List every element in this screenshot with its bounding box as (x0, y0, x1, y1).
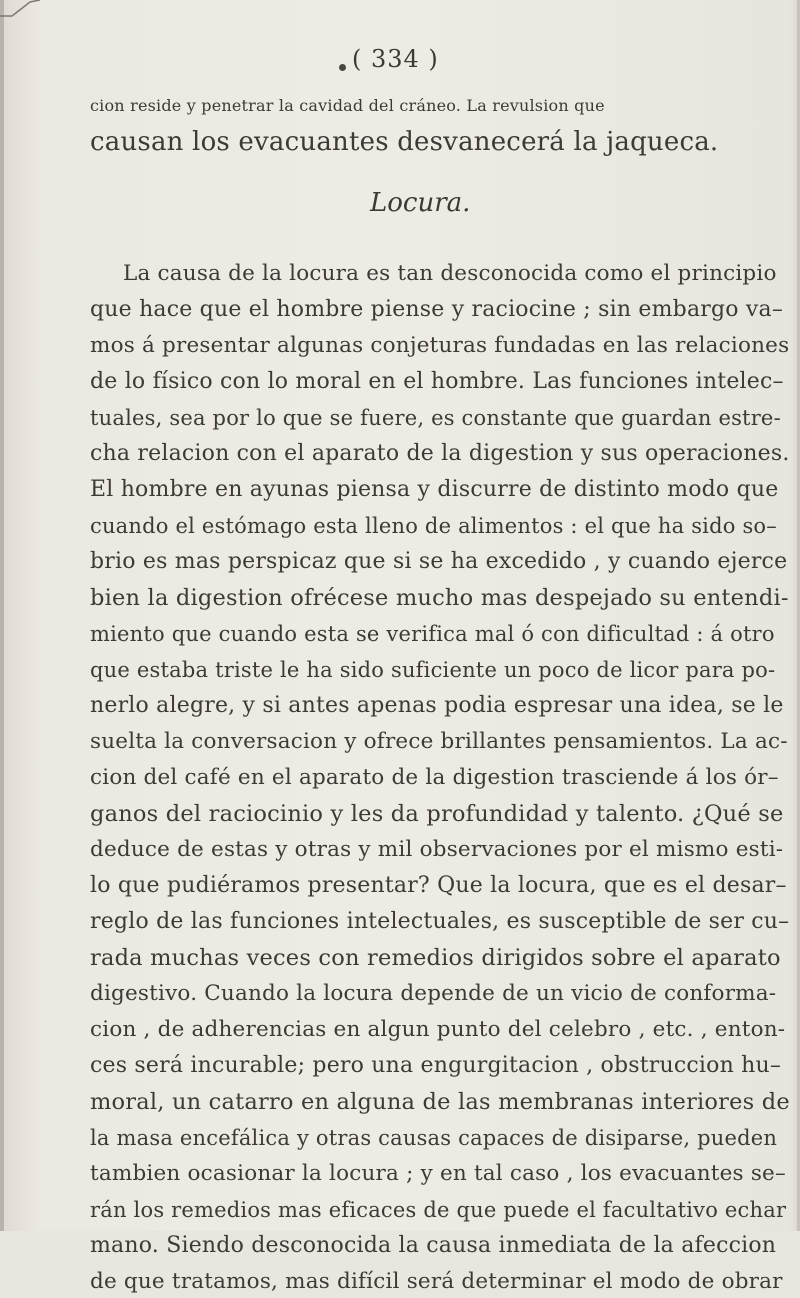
body-line: cuando el estómago esta lleno de alimentos : el que ha sido so– (90, 514, 777, 538)
body-line: rada muchas veces con remedios dirigidos sobre el aparato (90, 945, 781, 971)
body-line: rán los remedios mas eficaces de que puede el facultativo echar (90, 1198, 787, 1222)
body-line: El hombre en ayunas piensa y discurre de distinto modo que (90, 477, 779, 502)
body-line: que hace que el hombre piense y raciocine ; sin embargo va– (90, 297, 784, 322)
body-line: tuales, sea por lo que se fuere, es constante que guardan estre- (90, 406, 781, 430)
body-line: suelta la conversacion y ofrece brillantes pensamientos. La ac- (90, 729, 788, 754)
page-left-edge (0, 0, 4, 1231)
body-line: digestivo. Cuando la locura depende de un vicio de conforma- (90, 981, 777, 1006)
body-line: cion del café en el aparato de la digestion trasciende á los ór– (90, 765, 779, 790)
intro-line: causan los evacuantes desvanecerá la jaqueca. (90, 127, 719, 157)
page-number: ( 334 ) (352, 45, 439, 73)
body-line: mos á presentar algunas conjeturas fundadas en las relaciones (90, 333, 790, 358)
body-line: mano. Siendo desconocida la causa inmediata de la afeccion (90, 1233, 777, 1258)
ink-dot (339, 64, 346, 71)
body-line: lo que pudiéramos presentar? Que la locura, que es el desar– (90, 873, 787, 898)
body-line: ganos del raciocinio y les da profundidad y talento. ¿Qué se (90, 801, 784, 827)
body-line: tambien ocasionar la locura ; y en tal caso , los evacuantes se– (90, 1161, 786, 1186)
body-line: la masa encefálica y otras causas capaces de disiparse, pueden (90, 1126, 778, 1150)
body-line: de lo físico con lo moral en el hombre. Las funciones intelec– (90, 369, 784, 394)
intro-line: cion reside y penetrar la cavidad del cráneo. La revulsion que (90, 96, 605, 115)
body-line: nerlo alegre, y si antes apenas podia espresar una idea, se le (90, 693, 784, 718)
body-line: deduce de estas y otras y mil observaciones por el mismo esti- (90, 837, 784, 862)
body-line: brio es mas perspicaz que si se ha excedido , y cuando ejerce (90, 549, 788, 574)
body-line: que estaba triste le ha sido suficiente un poco de licor para po- (90, 658, 776, 682)
body-line: reglo de las funciones intelectuales, es susceptible de ser cu– (90, 909, 790, 934)
body-line: La causa de la locura es tan desconocida como el principio (123, 261, 777, 286)
body-line: cion , de adherencias en algun punto del celebro , etc. , enton- (90, 1017, 786, 1042)
section-heading: Locura. (370, 188, 471, 218)
body-line: moral, un catarro en alguna de las membranas interiores de (90, 1089, 790, 1115)
body-line: cha relacion con el aparato de la digestion y sus operaciones. (90, 441, 790, 466)
corner-fold-mark (0, 0, 40, 18)
body-line: miento que cuando esta se verifica mal ó con dificultad : á otro (90, 622, 775, 646)
body-line: de que tratamos, mas difícil será determinar el modo de obrar (90, 1269, 783, 1294)
body-line: bien la digestion ofrécese mucho mas despejado su entendi- (90, 585, 789, 611)
body-line: ces será incurable; pero una engurgitacion , obstruccion hu– (90, 1053, 782, 1078)
